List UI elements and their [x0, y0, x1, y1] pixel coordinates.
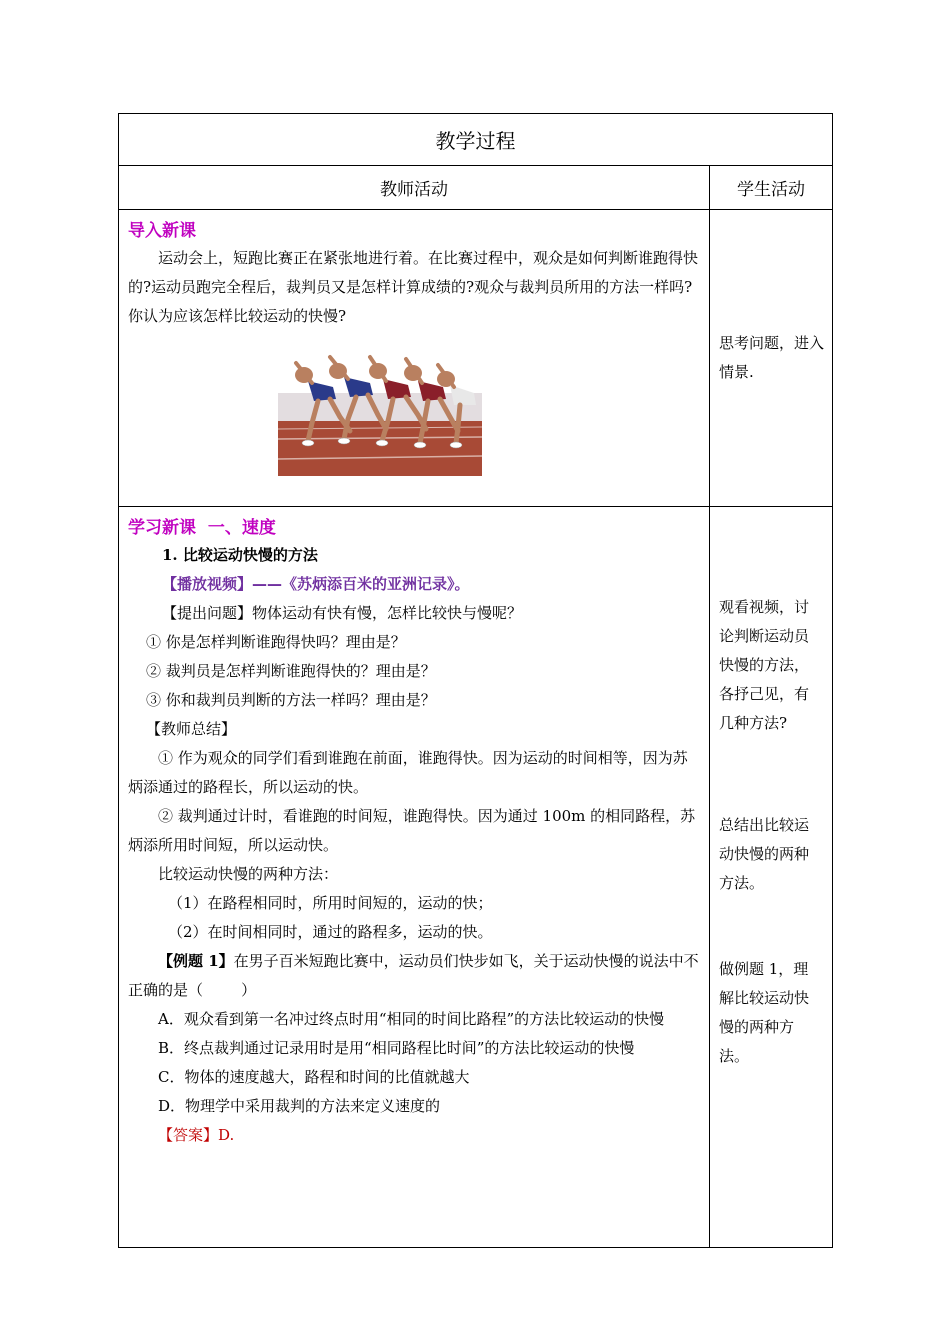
- student-activity-header: 学生活动: [710, 166, 833, 210]
- student-activity-video: 观看视频，讨论判断运动员快慢的方法，各抒己见，有几种方法?: [719, 598, 810, 732]
- method-item: （1）在路程相同时，所用时间短的，运动的快；: [168, 894, 493, 912]
- answer-line: [128, 1121, 699, 1150]
- teacher-activity-header: 教师活动: [119, 166, 710, 210]
- table-title: 教学过程: [119, 114, 833, 166]
- sprinters-photo: [278, 343, 482, 476]
- method-item: （2）在时间相同时，通过的路程多，运动的快。: [168, 923, 493, 941]
- video-line: 【播放视频】——《苏炳添百米的亚洲记录》。: [162, 575, 470, 593]
- example-label: 【例题 1】: [158, 952, 234, 970]
- lesson-student-cell: [710, 507, 833, 1248]
- option-d: D．物理学中采用裁判的方法来定义速度的: [158, 1097, 441, 1115]
- intro-student-cell: [710, 210, 833, 507]
- lesson-heading: 学习新课 一、速度: [128, 518, 276, 538]
- option-b: B．终点裁判通过记录用时是用“相同路程比时间”的方法比较运动的快慢: [158, 1039, 635, 1057]
- teaching-process-table: [118, 113, 833, 1248]
- lesson-subheading: 1. 比较运动快慢的方法: [162, 546, 318, 564]
- question-item: ③ 你和裁判员判断的方法一样吗？理由是？: [146, 691, 436, 709]
- answer-label: 【答案】: [158, 1126, 219, 1144]
- student-activity-summary: 总结出比较运动快慢的两种方法。: [719, 816, 810, 892]
- summary-item: ② 裁判通过计时，看谁跑的时间短，谁跑得快。因为通过 100m 的相同路程，苏炳添所用时间短，所以运动快。: [128, 807, 696, 854]
- option-a: A．观众看到第一名冲过终点时用“相同的时间比路程”的方法比较运动的快慢: [158, 1010, 665, 1028]
- example-text: 在男子百米短跑比赛中，运动员们快步如飞，关于运动快慢的说法中不正确的是（ ）: [128, 952, 699, 999]
- question-item: ② 裁判员是怎样判断谁跑得快的？理由是？: [146, 662, 436, 680]
- intro-teacher-cell: [119, 210, 710, 507]
- intro-student-activity: 思考问题，进入情景.: [719, 334, 825, 381]
- student-activity-example: 做例题 1，理解比较运动快慢的两种方法。: [719, 960, 810, 1065]
- intro-paragraph: 运动会上，短跑比赛正在紧张地进行着。在比赛过程中，观众是如何判断谁跑得快的?运动员跑完全程后，裁判员又是怎样计算成绩的?观众与裁判员所用的方法一样吗?你认为应该怎样比较运动的快慢?: [128, 249, 699, 325]
- intro-heading: 导入新课: [128, 221, 196, 241]
- two-methods-label: 比较运动快慢的两种方法：: [158, 865, 339, 883]
- summary-label: 【教师总结】: [146, 720, 237, 738]
- lesson-teacher-cell: [119, 507, 710, 1248]
- answer-value: D.: [218, 1126, 235, 1144]
- question-intro: 【提出问题】物体运动有快有慢，怎样比较快与慢呢？: [162, 604, 523, 622]
- summary-item: ① 作为观众的同学们看到谁跑在前面，谁跑得快。因为运动的时间相等，因为苏炳添通过的路程长，所以运动的快。: [128, 749, 688, 796]
- example-1: [128, 947, 699, 1005]
- option-c: C．物体的速度越大，路程和时间的比值就越大: [158, 1068, 470, 1086]
- question-item: ① 你是怎样判断谁跑得快吗？理由是？: [146, 633, 406, 651]
